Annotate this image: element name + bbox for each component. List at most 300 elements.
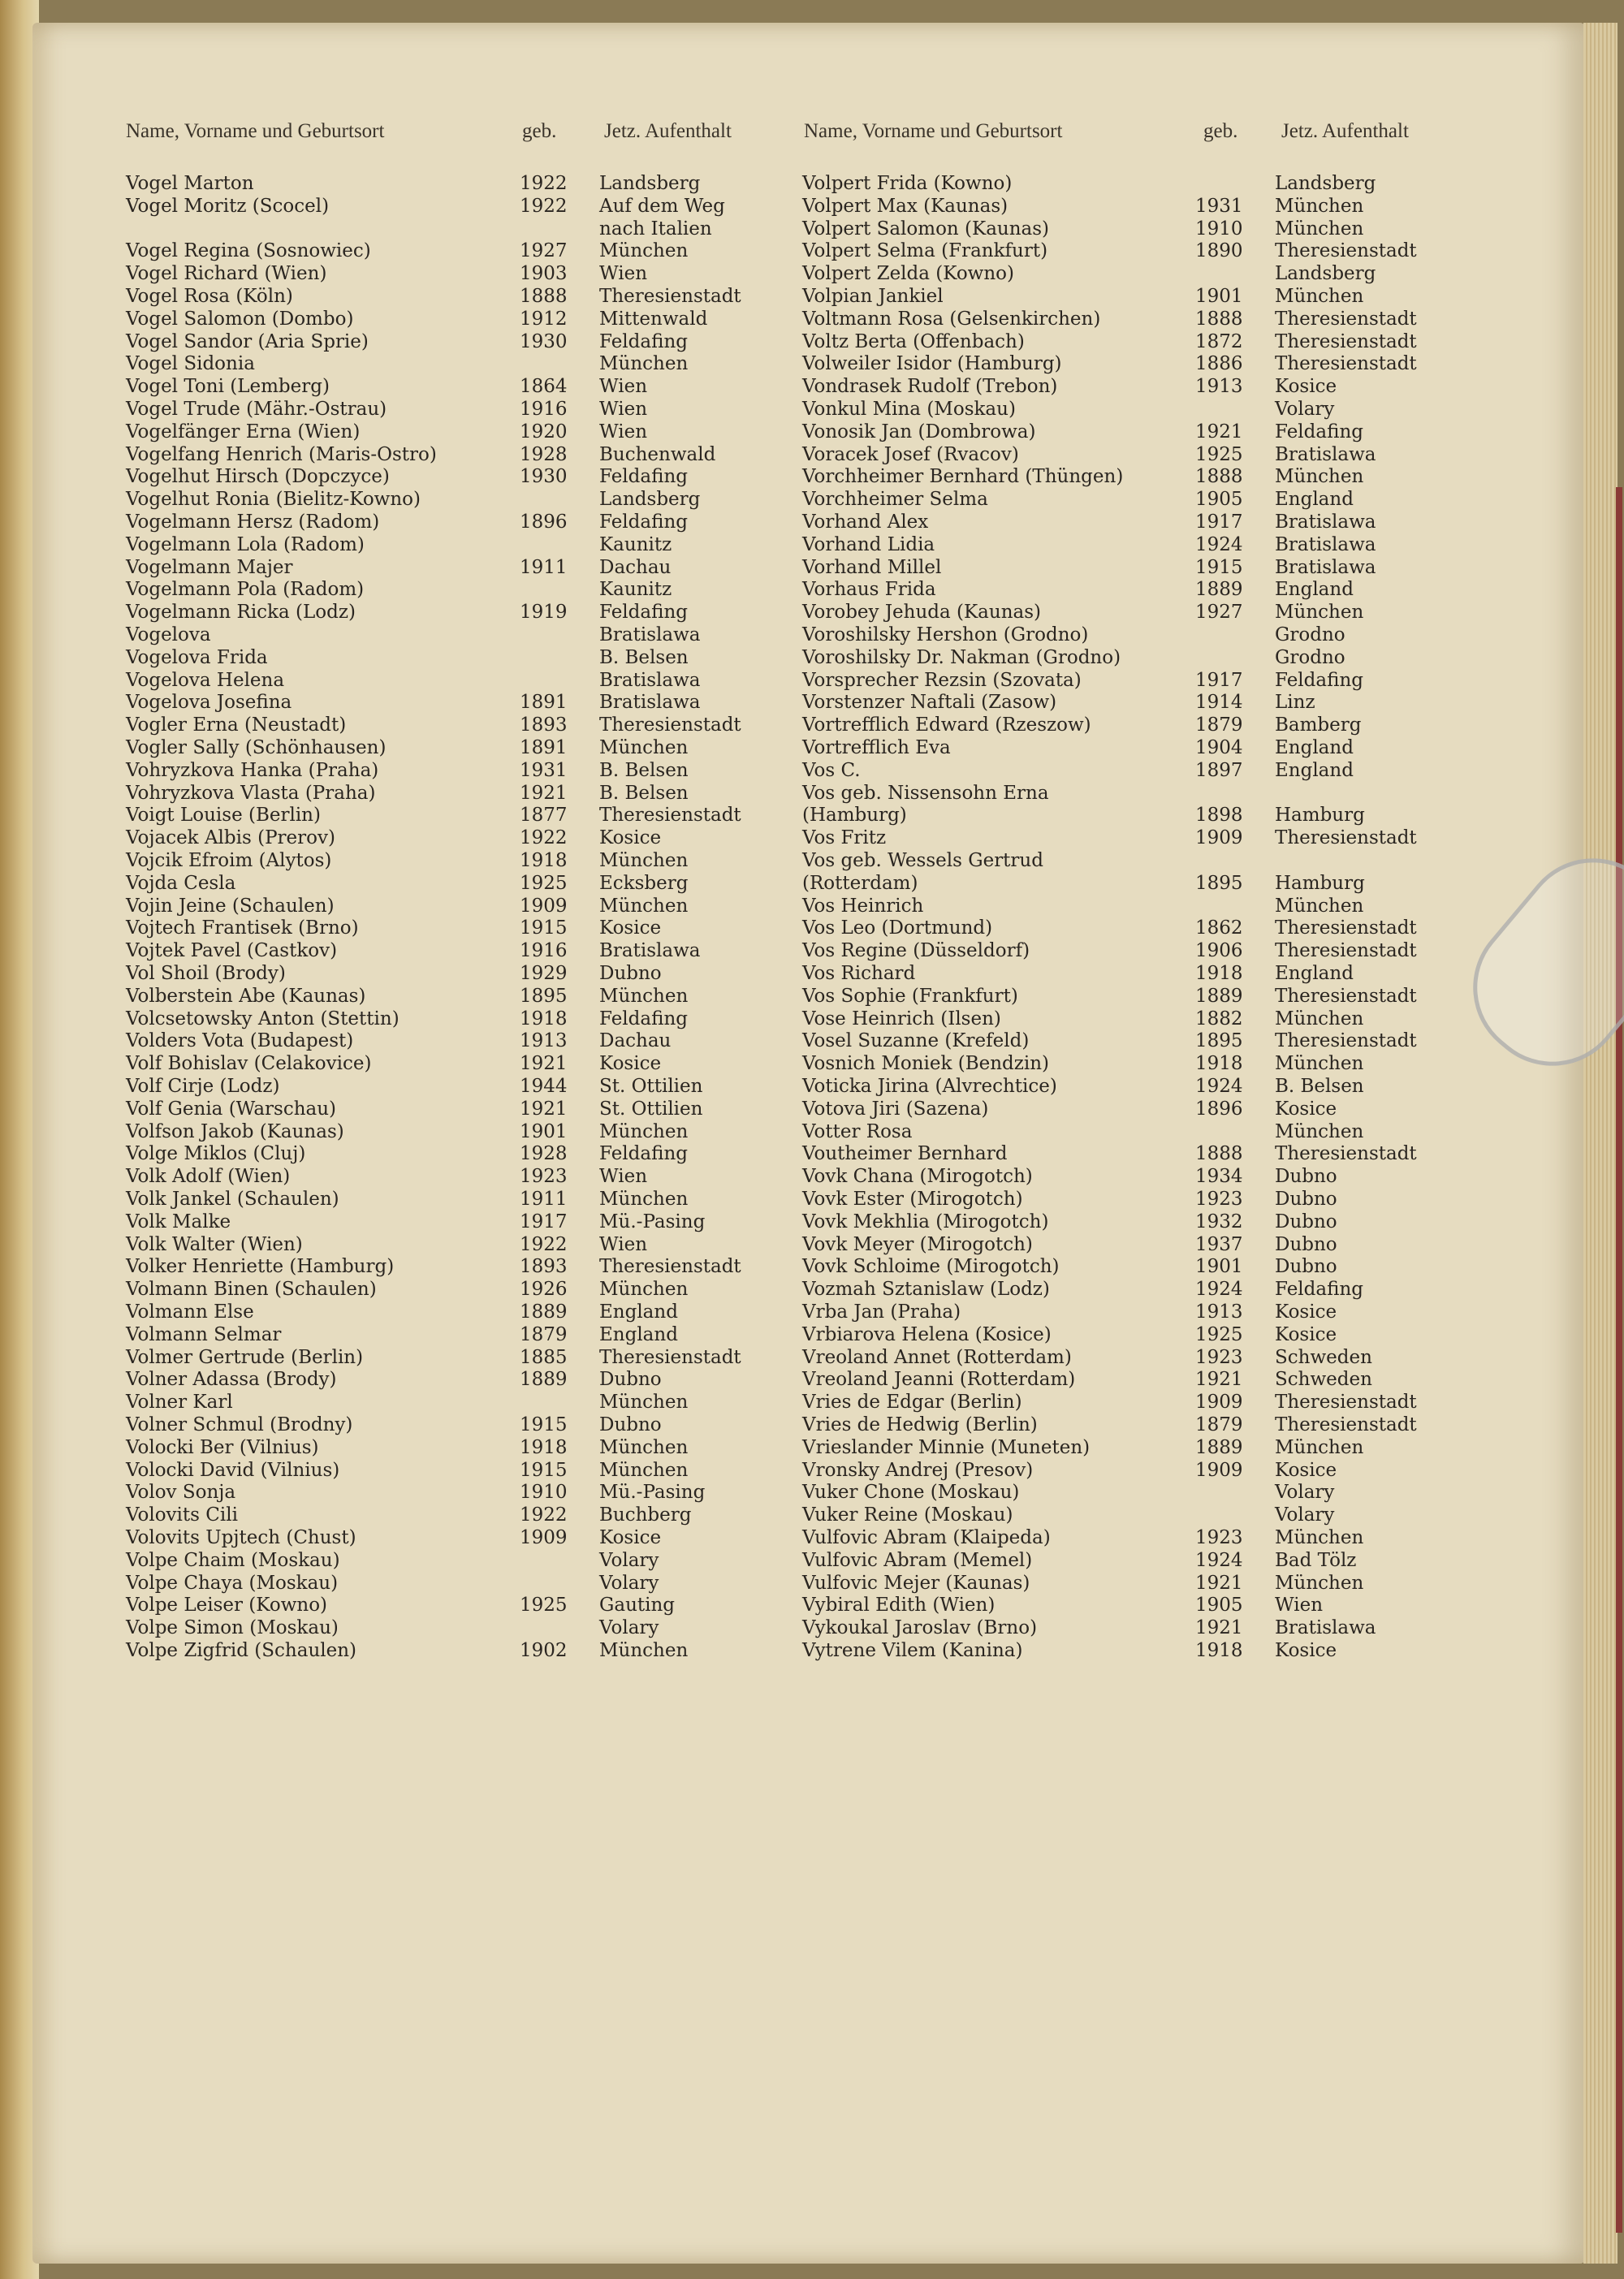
place-left: München [599,1640,689,1661]
name-left: Vogelmann Majer [126,556,293,578]
place-right: Landsberg [1275,173,1376,194]
born-left: 1911 [520,1189,568,1210]
place-left: Kosice [599,1527,662,1548]
place-right: München [1275,1008,1364,1029]
born-right: 1921 [1195,1572,1243,1594]
name-left: Vojcik Efroim (Alytos) [126,850,332,871]
place-left: Feldafing [599,1008,688,1029]
place-left: Wien [599,263,648,285]
born-right: 1889 [1195,579,1243,601]
place-left: Feldafing [599,330,688,352]
name-left: Vogelova [126,624,211,645]
born-right: 1901 [1195,1256,1243,1278]
place-right: Grodno [1275,624,1345,645]
born-left: 1911 [520,556,568,578]
place-right: Feldafing [1275,1279,1363,1301]
table-row [0,736,1624,759]
born-right: 1888 [1195,308,1243,330]
table-row [0,308,1624,330]
table-row [0,1142,1624,1165]
table-row [0,1098,1624,1120]
place-right: Volary [1275,1504,1335,1526]
born-left: 1889 [520,1301,568,1323]
name-left: Vogelmann Hersz (Radom) [126,511,380,533]
name-left: Volmann Binen (Schaulen) [126,1279,377,1301]
born-right: 1879 [1195,1414,1243,1435]
born-left: 1922 [520,1504,568,1526]
born-left: 1913 [520,1030,568,1052]
born-right: 1888 [1195,1143,1243,1165]
name-left: Volberstein Abe (Kaunas) [126,985,366,1007]
place-left: Bratislawa [599,624,701,645]
name-left: Volk Walter (Wien) [126,1233,303,1255]
header-name-right: Name, Vorname und Geburtsort [804,120,1063,142]
born-right: 1879 [1195,714,1243,736]
place-right: Schweden [1275,1346,1372,1368]
born-right: 1904 [1195,737,1243,758]
name-right: Voltmann Rosa (Gelsenkirchen) [802,308,1101,330]
name-left: Volner Karl [126,1392,233,1414]
name-right: Voroshilsky Hershon (Grodno) [802,624,1089,645]
place-left: Mittenwald [599,308,708,330]
born-right: 1924 [1195,1076,1243,1097]
place-left: Dubno [599,963,662,984]
table-row [0,939,1624,962]
name-right: Vondrasek Rudolf (Trebon) [802,376,1058,398]
place-right: England [1275,489,1354,511]
born-left: 1888 [520,286,568,307]
name-right: Vortrefflich Eva [802,737,951,758]
header-born-left: geb. [522,120,557,142]
born-left: 1901 [520,1120,568,1142]
table-row [0,511,1624,533]
born-right: 1890 [1195,240,1243,262]
born-right: 1913 [1195,1301,1243,1323]
place-left: München [599,353,689,375]
table-row [0,962,1624,985]
born-left: 1909 [520,895,568,917]
name-right: Vrieslander Minnie (Muneten) [802,1436,1091,1458]
table-row [0,985,1624,1008]
name-left: Vogelfänger Erna (Wien) [126,421,361,442]
table-row [0,285,1624,308]
table-row [0,1504,1624,1526]
place-left: München [599,1279,689,1301]
place-left: Mü.-Pasing [599,1482,706,1504]
place-left: Feldafing [599,511,688,533]
born-left: 1893 [520,714,568,736]
name-right: Vosnich Moniek (Bendzin) [802,1053,1050,1075]
name-right: Volweiler Isidor (Hamburg) [802,353,1062,375]
table-row [0,804,1624,827]
table-row [0,1255,1624,1278]
table-row [0,398,1624,421]
place-left: München [599,1459,689,1481]
name-right: Voutheimer Bernhard [802,1143,1008,1165]
place-left: München [599,1436,689,1458]
name-left: Volocki Ber (Vilnius) [126,1436,319,1458]
place-right: England [1275,579,1354,601]
place-right: Bratislawa [1275,443,1376,465]
header-name-left: Name, Vorname und Geburtsort [126,120,385,142]
place-right: Theresienstadt [1275,1414,1417,1435]
place-left: Theresienstadt [599,714,741,736]
born-right: 1925 [1195,1323,1243,1345]
name-right: Vovk Mekhlia (Mirogotch) [802,1211,1049,1232]
place-right: Dubno [1275,1189,1337,1210]
name-left: Volders Vota (Budapest) [126,1030,354,1052]
place-right: Theresienstadt [1275,940,1417,962]
born-right: 1862 [1195,917,1243,939]
place-right: Bratislawa [1275,511,1376,533]
table-row [0,352,1624,375]
born-left: 1930 [520,466,568,488]
name-left: Vojacek Albis (Prerov) [126,827,335,849]
place-left: Wien [599,421,648,442]
name-left: Volov Sonja [126,1482,236,1504]
place-right: Theresienstadt [1275,827,1417,849]
place-right: Linz [1275,692,1315,714]
place-right: Dubno [1275,1256,1337,1278]
table-row [0,624,1624,646]
name-left: Volpe Chaim (Moskau) [126,1549,340,1571]
name-right: Votter Rosa [802,1120,913,1142]
born-left: 1893 [520,1256,568,1278]
name-right: Vonosik Jan (Dombrowa) [802,421,1036,442]
name-left: Vogler Sally (Schönhausen) [126,737,387,758]
born-left: 1912 [520,308,568,330]
place-left: Wien [599,376,648,398]
place-left: nach Italien [599,218,712,240]
born-left: 1896 [520,511,568,533]
name-left: Vogelhut Hirsch (Dopczyce) [126,466,390,488]
place-left: Dubno [599,1369,662,1391]
place-left: Auf dem Weg [599,195,725,217]
name-right: Vronsky Andrej (Presov) [802,1459,1034,1481]
name-right: Volpert Zelda (Kowno) [802,263,1014,285]
place-left: Theresienstadt [599,1346,741,1368]
born-right: 1886 [1195,353,1243,375]
table-row [0,240,1624,262]
name-right: Vovk Schloime (Mirogotch) [802,1256,1060,1278]
place-left: Mü.-Pasing [599,1211,706,1232]
name-left: Vogel Richard (Wien) [126,263,327,285]
name-right: Vybiral Edith (Wien) [802,1595,996,1616]
born-right: 1932 [1195,1211,1243,1232]
name-right: Volpert Salomon (Kaunas) [802,218,1050,240]
place-right: Theresienstadt [1275,353,1417,375]
name-left: Vojin Jeine (Schaulen) [126,895,335,917]
born-right: 1915 [1195,556,1243,578]
name-left: Vohryzkova Hanka (Praha) [126,759,379,781]
born-right: 1931 [1195,195,1243,217]
name-right: Vos C. [802,759,861,781]
born-left: 1910 [520,1482,568,1504]
table-row [0,1323,1624,1346]
born-left: 1891 [520,692,568,714]
born-left: 1921 [520,1053,568,1075]
born-left: 1923 [520,1166,568,1188]
place-left: Bratislawa [599,692,701,714]
name-right: Vries de Hedwig (Berlin) [802,1414,1038,1435]
name-left: Vogelmann Lola (Radom) [126,533,365,555]
name-right: Vozmah Sztanislaw (Lodz) [802,1279,1050,1301]
name-right: Vos Regine (Düsseldorf) [802,940,1030,962]
born-left: 1930 [520,330,568,352]
place-right: Bad Tölz [1275,1549,1357,1571]
name-left: Vogler Erna (Neustadt) [126,714,347,736]
name-left: Vohryzkova Vlasta (Praha) [126,782,376,804]
place-left: Wien [599,1166,648,1188]
born-right: 1925 [1195,443,1243,465]
born-right: 1924 [1195,1279,1243,1301]
born-left: 1928 [520,443,568,465]
born-left: 1929 [520,963,568,984]
born-left: 1922 [520,195,568,217]
name-right: Vorchheimer Selma [802,489,988,511]
table-row [0,1572,1624,1595]
name-right: Vos Sophie (Frankfurt) [802,985,1018,1007]
table-row [0,669,1624,692]
born-right: 1921 [1195,421,1243,442]
name-right: (Rotterdam) [802,872,918,894]
place-left: Buchberg [599,1504,692,1526]
place-right: München [1275,1120,1364,1142]
name-right: Volpert Selma (Frankfurt) [802,240,1048,262]
name-right: Volpert Max (Kaunas) [802,195,1009,217]
name-right: Vrbiarova Helena (Kosice) [802,1323,1052,1345]
born-left: 1918 [520,1008,568,1029]
name-left: Volge Miklos (Cluj) [126,1143,306,1165]
place-left: Theresienstadt [599,805,741,827]
name-left: Vogelova Josefina [126,692,292,714]
place-left: München [599,895,689,917]
born-left: 1944 [520,1076,568,1097]
name-right: Vos Leo (Dortmund) [802,917,993,939]
name-left: Vojtech Frantisek (Brno) [126,917,359,939]
place-left: Feldafing [599,1143,688,1165]
table-row [0,917,1624,939]
place-right: Bratislawa [1275,1617,1376,1639]
place-right: München [1275,895,1364,917]
born-left: 1903 [520,263,568,285]
name-right: Voticka Jirina (Alvrechtice) [802,1076,1057,1097]
place-left: Kosice [599,1053,662,1075]
place-right: München [1275,218,1364,240]
place-right: Dubno [1275,1211,1337,1232]
born-right: 1927 [1195,602,1243,624]
place-right: München [1275,466,1364,488]
name-left: Vogel Sandor (Aria Sprie) [126,330,369,352]
place-right: Bratislawa [1275,533,1376,555]
table-row [0,895,1624,917]
place-right: Theresienstadt [1275,240,1417,262]
name-left: Vogelmann Pola (Radom) [126,579,365,601]
name-left: Volmann Selmar [126,1323,282,1345]
table-row [0,601,1624,624]
table-row [0,646,1624,669]
table-row [0,1211,1624,1233]
table-row [0,1120,1624,1143]
place-left: England [599,1301,678,1323]
name-left: Volpe Leiser (Kowno) [126,1595,328,1616]
born-right: 1914 [1195,692,1243,714]
name-left: Vogelfang Henrich (Maris-Ostro) [126,443,437,465]
place-left: München [599,850,689,871]
place-right: München [1275,1527,1364,1548]
born-right: 1918 [1195,1053,1243,1075]
name-left: Volpe Zigfrid (Schaulen) [126,1640,357,1661]
name-right: Voracek Josef (Rvacov) [802,443,1019,465]
place-right: Feldafing [1275,421,1363,442]
name-right: Vulfovic Mejer (Kaunas) [802,1572,1030,1594]
name-right: Voltz Berta (Offenbach) [802,330,1025,352]
table-row [0,714,1624,736]
name-right: Vorhand Alex [802,511,929,533]
place-right: Volary [1275,1482,1335,1504]
born-right: 1889 [1195,1436,1243,1458]
born-left: 1926 [520,1279,568,1301]
name-left: Vol Shoil (Brody) [126,963,286,984]
name-left: Vogel Trude (Mähr.-Ostrau) [126,399,387,420]
place-left: Dubno [599,1414,662,1435]
name-right: Vorstenzer Naftali (Zasow) [802,692,1057,714]
name-right: Vovk Ester (Mirogotch) [802,1189,1023,1210]
name-right: Vuker Chone (Moskau) [802,1482,1020,1504]
name-right: Vrba Jan (Praha) [802,1301,961,1323]
place-right: Grodno [1275,646,1345,668]
name-right: Vykoukal Jaroslav (Brno) [802,1617,1038,1639]
table-row [0,421,1624,443]
born-right: 1918 [1195,1640,1243,1661]
table-row [0,1368,1624,1391]
name-right: Volpert Frida (Kowno) [802,173,1013,194]
born-left: 1891 [520,737,568,758]
born-right: 1934 [1195,1166,1243,1188]
name-right: (Hamburg) [802,805,907,827]
name-left: Volpe Chaya (Moskau) [126,1572,339,1594]
place-left: Volary [599,1617,659,1639]
born-left: 1918 [520,1436,568,1458]
table-row [0,1526,1624,1549]
table-row [0,172,1624,195]
name-left: Vogelmann Ricka (Lodz) [126,602,356,624]
place-right: England [1275,737,1354,758]
born-left: 1920 [520,421,568,442]
name-left: Vogelova Frida [126,646,268,668]
table-row [0,1008,1624,1030]
born-right: 1882 [1195,1008,1243,1029]
born-left: 1919 [520,602,568,624]
place-right: England [1275,759,1354,781]
table-row [0,465,1624,488]
name-right: Vulfovic Abram (Memel) [802,1549,1033,1571]
name-right: Voroshilsky Dr. Nakman (Grodno) [802,646,1121,668]
place-right: Kosice [1275,1640,1337,1661]
place-left: München [599,985,689,1007]
born-left: 1921 [520,1098,568,1120]
name-left: Volk Jankel (Schaulen) [126,1189,339,1210]
place-left: Bratislawa [599,940,701,962]
table-row [0,1301,1624,1323]
born-left: 1931 [520,759,568,781]
place-right: Bamberg [1275,714,1362,736]
name-right: Vreoland Annet (Rotterdam) [802,1346,1072,1368]
place-right: Hamburg [1275,872,1365,894]
name-left: Volmer Gertrude (Berlin) [126,1346,364,1368]
name-left: Vogel Sidonia [126,353,255,375]
table-row [0,849,1624,872]
name-right: Vorsprecher Rezsin (Szovata) [802,669,1082,691]
place-right: B. Belsen [1275,1076,1364,1097]
name-left: Volpe Simon (Moskau) [126,1617,339,1639]
place-left: Kosice [599,827,662,849]
table-row [0,1616,1624,1639]
table-row [0,262,1624,285]
name-left: Vogel Salomon (Dombo) [126,308,354,330]
born-left: 1916 [520,940,568,962]
name-left: Vogel Toni (Lemberg) [126,376,330,398]
name-left: Vogelhut Ronia (Bielitz-Kowno) [126,489,421,511]
table-row [0,1029,1624,1052]
table-row [0,1075,1624,1098]
born-right: 1888 [1195,466,1243,488]
name-left: Volk Malke [126,1211,231,1232]
table-row [0,578,1624,601]
name-left: Volcsetowsky Anton (Stettin) [126,1008,400,1029]
name-left: Volf Cirje (Lodz) [126,1076,280,1097]
born-right: 1923 [1195,1189,1243,1210]
born-left: 1917 [520,1211,568,1232]
header-place-right: Jetz. Aufenthalt [1281,120,1409,142]
place-right: Theresienstadt [1275,1143,1417,1165]
born-left: 1864 [520,376,568,398]
place-left: Feldafing [599,466,688,488]
table-row [0,691,1624,714]
name-left: Vogelova Helena [126,669,285,691]
name-right: Vonkul Mina (Moskau) [802,399,1016,420]
place-left: München [599,240,689,262]
place-left: Landsberg [599,173,701,194]
place-right: Kosice [1275,1323,1337,1345]
place-right: München [1275,1436,1364,1458]
table-row [0,1165,1624,1188]
place-left: Wien [599,1233,648,1255]
name-left: Vojda Cesla [126,872,236,894]
place-left: St. Ottilien [599,1076,703,1097]
born-right: 1913 [1195,376,1243,398]
place-left: Dachau [599,556,672,578]
place-right: München [1275,1572,1364,1594]
born-left: 1918 [520,850,568,871]
born-left: 1889 [520,1369,568,1391]
born-left: 1879 [520,1323,568,1345]
name-right: Vuker Reine (Moskau) [802,1504,1013,1526]
place-right: Theresienstadt [1275,308,1417,330]
place-left: Theresienstadt [599,1256,741,1278]
born-right: 1909 [1195,827,1243,849]
born-right: 1921 [1195,1617,1243,1639]
name-right: Vos Heinrich [802,895,924,917]
place-right: München [1275,286,1364,307]
place-right: Theresienstadt [1275,985,1417,1007]
place-right: Dubno [1275,1233,1337,1255]
born-right: 1917 [1195,511,1243,533]
name-left: Volocki David (Vilnius) [126,1459,340,1481]
born-right: 1895 [1195,872,1243,894]
name-left: Volmann Else [126,1301,254,1323]
place-left: Volary [599,1572,659,1594]
